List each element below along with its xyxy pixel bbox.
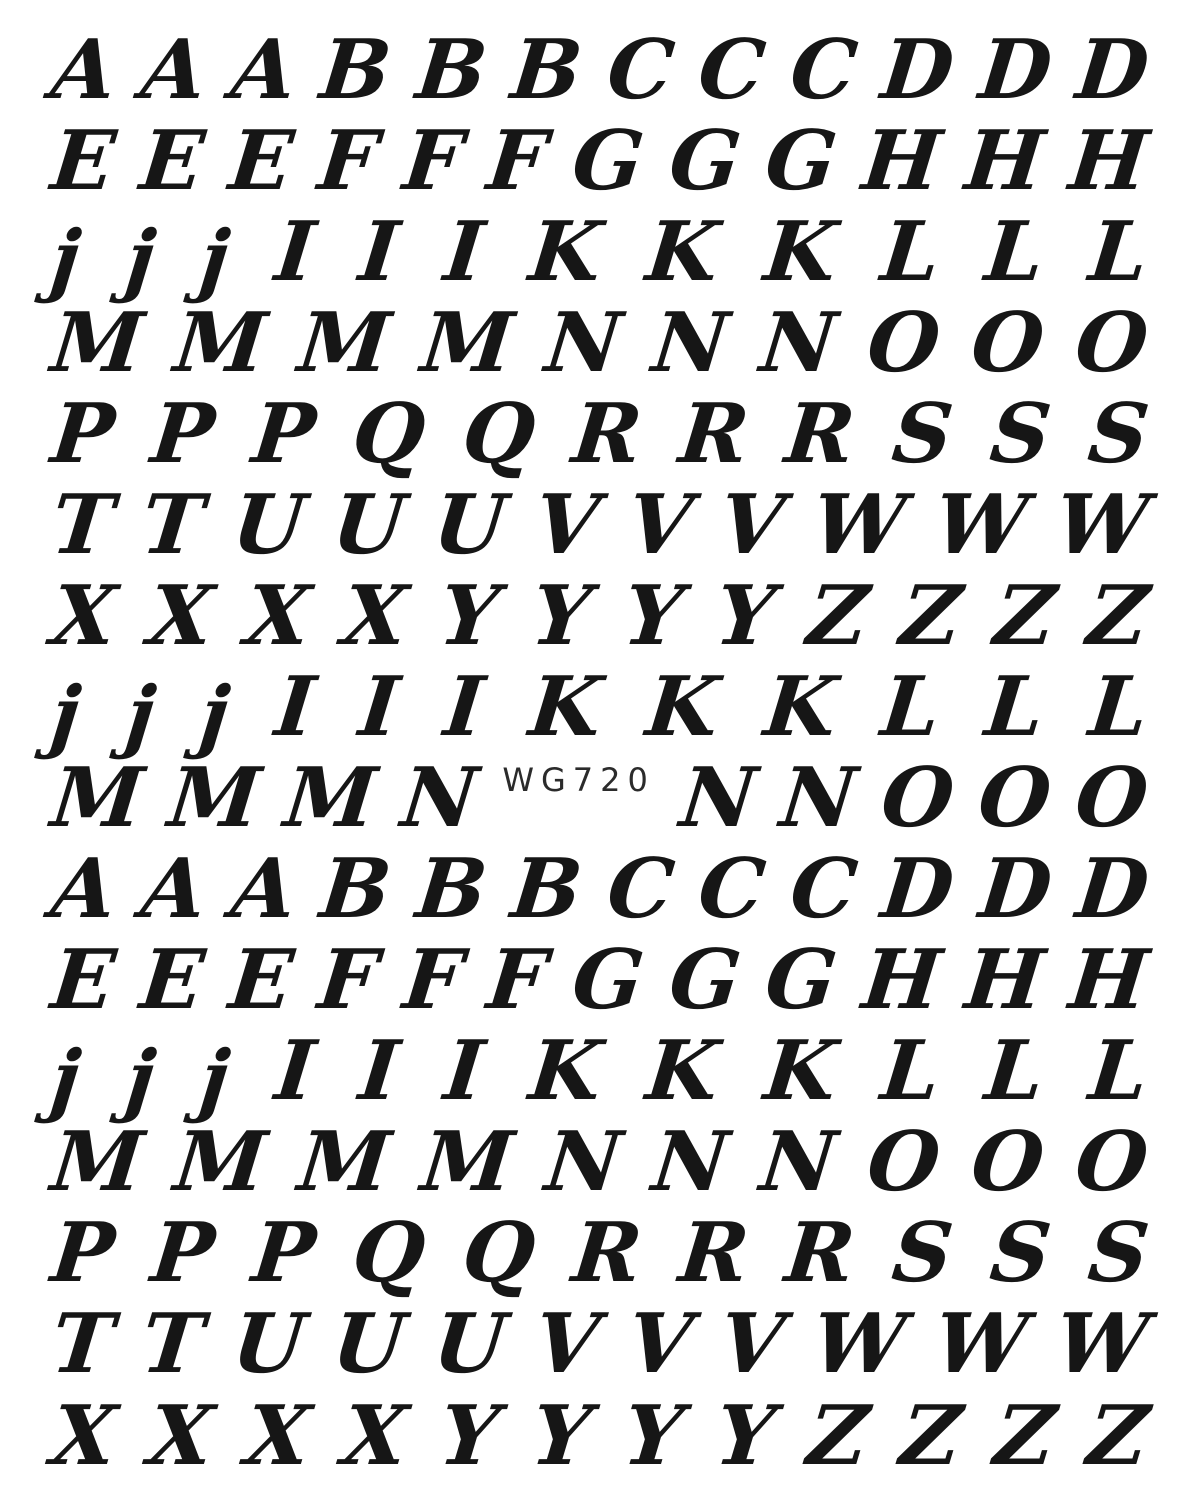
product-code-label: WG720	[502, 760, 655, 799]
letter-sticker-e: E	[47, 112, 120, 209]
letter-sticker-n: N	[675, 750, 761, 847]
letter-sticker-k: K	[524, 203, 606, 300]
letter-sticker-z: Z	[803, 567, 874, 664]
letter-sticker-v: V	[715, 476, 790, 573]
letter-sticker-z: Z	[1083, 1387, 1154, 1484]
letter-sticker-i: I	[439, 1023, 489, 1120]
letter-sticker-r: R	[567, 1205, 647, 1302]
letter-sticker-q: Q	[457, 385, 540, 482]
letter-sticker-i: I	[355, 1023, 404, 1120]
letter-row-15	[47, 1296, 1154, 1393]
letter-sticker-s: S	[985, 385, 1056, 482]
letter-sticker-q: Q	[347, 385, 430, 482]
letter-sticker-v: V	[622, 1296, 697, 1393]
letter-sticker-h: H	[1065, 932, 1154, 1029]
letter-sticker-n: N	[755, 294, 841, 391]
letter-sticker-b: B	[411, 21, 492, 118]
letter-sticker-k: K	[759, 1023, 842, 1120]
letter-sticker-a: A	[226, 21, 301, 118]
letter-sticker-k: K	[642, 659, 724, 755]
letter-sticker-y: Y	[619, 567, 688, 664]
letter-row-2	[47, 112, 1154, 209]
letter-sticker-i: I	[355, 659, 404, 755]
letter-sticker-t: T	[137, 476, 209, 573]
letter-sticker-e: E	[47, 932, 120, 1029]
letter-sticker-y: Y	[435, 1387, 504, 1484]
letter-sticker-p: P	[247, 385, 320, 482]
letter-row-6	[47, 476, 1154, 573]
letter-sticker-l: L	[877, 203, 946, 300]
letter-sticker-q: Q	[347, 1205, 430, 1302]
letter-sticker-n: N	[755, 1114, 841, 1211]
letter-sticker-g: G	[761, 112, 842, 209]
letter-sticker-z: Z	[1083, 567, 1154, 664]
letter-sticker-u: U	[227, 1296, 310, 1393]
letter-row-3	[46, 203, 1153, 306]
letter-sticker-n: N	[648, 294, 734, 391]
letter-sticker-i: I	[270, 659, 320, 755]
letter-sticker-z: Z	[896, 1387, 967, 1484]
letter-sticker-w: W	[1050, 1296, 1154, 1393]
letter-sticker-j: j	[121, 1033, 159, 1125]
letter-sticker-b: B	[316, 841, 396, 938]
letter-sticker-n: N	[540, 294, 626, 391]
letter-sticker-y: Y	[527, 1387, 596, 1484]
letter-sticker-u: U	[328, 1296, 410, 1393]
letter-sticker-i: I	[270, 203, 320, 300]
letter-sticker-x: X	[144, 1387, 218, 1484]
letter-sticker-h: H	[961, 932, 1050, 1029]
letter-sticker-o: O	[974, 750, 1056, 847]
letter-sticker-b: B	[411, 841, 492, 938]
letter-sticker-r: R	[567, 385, 647, 482]
letter-sticker-n: N	[540, 1114, 626, 1211]
letter-sticker-p: P	[147, 1205, 220, 1302]
letter-sticker-w: W	[808, 1296, 911, 1393]
letter-sticker-b: B	[507, 841, 587, 938]
letter-sticker-l: L	[1085, 1023, 1153, 1120]
letter-sticker-m: M	[47, 1114, 148, 1211]
letter-row-14	[47, 1205, 1154, 1302]
letter-sticker-p: P	[47, 1205, 119, 1302]
letter-sticker-k: K	[642, 203, 724, 300]
letter-sticker-u: U	[328, 476, 410, 573]
letter-sticker-b: B	[316, 21, 396, 118]
letter-row-8	[46, 659, 1153, 761]
letter-sticker-s: S	[888, 1205, 958, 1302]
letter-sticker-a: A	[136, 841, 211, 938]
letter-sticker-e: E	[224, 112, 298, 209]
letter-sticker-d: D	[877, 841, 959, 938]
letter-row-7	[47, 567, 1154, 664]
letter-sticker-i: I	[355, 203, 404, 300]
letter-sticker-c: C	[602, 21, 679, 118]
letter-sticker-o: O	[967, 1114, 1049, 1211]
letter-sticker-i: I	[439, 203, 489, 300]
letter-sticker-m: M	[417, 1114, 519, 1211]
letter-row-16	[47, 1387, 1154, 1484]
letter-sticker-o: O	[877, 750, 959, 847]
letter-sticker-o: O	[1071, 750, 1154, 847]
letter-sticker-j: j	[195, 214, 234, 306]
letter-sticker-k: K	[524, 1023, 606, 1120]
letter-sticker-w: W	[808, 476, 911, 573]
letter-sticker-a: A	[47, 841, 121, 938]
letter-sticker-j: j	[195, 1033, 234, 1125]
letter-sticker-f: F	[313, 932, 383, 1029]
letter-sticker-e: E	[136, 112, 209, 209]
letter-sticker-n: N	[396, 750, 482, 847]
letter-sticker-u: U	[227, 476, 310, 573]
letter-sticker-k: K	[759, 659, 842, 755]
letter-sticker-z: Z	[896, 567, 967, 664]
letter-sticker-y: Y	[711, 1387, 780, 1484]
letter-sticker-i: I	[439, 659, 489, 755]
letter-sticker-l: L	[981, 203, 1050, 300]
letter-sticker-p: P	[47, 385, 119, 482]
letter-sticker-v: V	[529, 1296, 604, 1393]
letter-sticker-m: M	[293, 294, 395, 391]
letter-sticker-o: O	[863, 294, 945, 391]
letter-sticker-m: M	[280, 750, 381, 847]
letter-sticker-l: L	[877, 1023, 946, 1120]
letter-sticker-s: S	[1083, 385, 1154, 482]
letter-sticker-r: R	[674, 385, 753, 482]
letter-sticker-v: V	[529, 476, 604, 573]
letter-sticker-e: E	[136, 932, 209, 1029]
letter-sticker-o: O	[967, 294, 1049, 391]
letter-sticker-e: E	[224, 932, 298, 1029]
letter-sticker-f: F	[313, 112, 383, 209]
letter-sticker-m: M	[47, 294, 148, 391]
letter-sticker-r: R	[781, 385, 860, 482]
letter-sticker-c: C	[602, 841, 679, 938]
letter-sticker-n: N	[648, 1114, 734, 1211]
letter-sticker-f: F	[483, 932, 552, 1029]
letter-sticker-f: F	[398, 112, 467, 209]
letter-sticker-c: C	[785, 841, 862, 938]
letter-sticker-h: H	[961, 112, 1050, 209]
letter-sticker-r: R	[674, 1205, 753, 1302]
letter-sticker-l: L	[981, 659, 1050, 755]
letter-sticker-h: H	[857, 112, 946, 209]
letter-sticker-m: M	[163, 750, 265, 847]
letter-sticker-i: I	[270, 1023, 320, 1120]
letter-sticker-x: X	[338, 567, 412, 664]
letter-sticker-z: Z	[989, 567, 1060, 664]
letter-row-11	[47, 932, 1154, 1029]
letter-sticker-j: j	[121, 214, 159, 306]
letter-row-9	[47, 750, 1154, 847]
letter-row-13	[47, 1114, 1154, 1211]
letter-sticker-d: D	[974, 21, 1056, 118]
letter-row-10	[47, 841, 1154, 938]
letter-sticker-g: G	[664, 112, 745, 209]
letter-sticker-y: Y	[435, 567, 504, 664]
letter-sticker-y: Y	[711, 567, 780, 664]
letter-sticker-g: G	[664, 932, 745, 1029]
letter-row-12	[46, 1023, 1153, 1125]
letter-sticker-s: S	[1083, 1205, 1154, 1302]
letter-sticker-v: V	[715, 1296, 790, 1393]
letter-sticker-w: W	[929, 1296, 1032, 1393]
letter-sticker-j: j	[195, 669, 234, 761]
letter-sticker-w: W	[929, 476, 1032, 573]
letter-sticker-a: A	[136, 21, 211, 118]
letter-sticker-g: G	[568, 112, 649, 209]
letter-sticker-t: T	[47, 476, 119, 573]
letter-sticker-c: C	[694, 21, 770, 118]
letter-sticker-m: M	[170, 294, 272, 391]
letter-sticker-s: S	[888, 385, 958, 482]
letter-sticker-x: X	[241, 567, 315, 664]
letter-sticker-n: N	[776, 750, 862, 847]
letter-sticker-d: D	[1071, 21, 1154, 118]
letter-sticker-x: X	[144, 567, 218, 664]
letter-sticker-u: U	[428, 1296, 511, 1393]
letter-sticker-s: S	[985, 1205, 1056, 1302]
letter-sticker-j: j	[46, 1033, 85, 1125]
letter-sticker-l: L	[1085, 659, 1153, 755]
letter-sticker-x: X	[47, 1387, 121, 1484]
letter-sticker-l: L	[877, 659, 946, 755]
letter-sticker-y: Y	[619, 1387, 688, 1484]
letter-sticker-j: j	[46, 669, 85, 761]
letter-sticker-z: Z	[989, 1387, 1060, 1484]
letter-sticker-b: B	[507, 21, 587, 118]
letter-sticker-h: H	[1065, 112, 1154, 209]
letter-sticker-m: M	[170, 1114, 272, 1211]
letter-row-5	[47, 385, 1154, 482]
letter-sticker-p: P	[147, 385, 220, 482]
letter-sticker-d: D	[974, 841, 1056, 938]
letter-sticker-l: L	[1085, 203, 1153, 300]
letter-sticker-m: M	[47, 750, 148, 847]
letter-sticker-l: L	[981, 1023, 1050, 1120]
letter-sticker-o: O	[863, 1114, 945, 1211]
letter-sticker-o: O	[1071, 294, 1154, 391]
letter-sticker-w: W	[1050, 476, 1154, 573]
letter-sticker-p: P	[247, 1205, 320, 1302]
letter-sticker-k: K	[524, 659, 606, 755]
letter-sticker-y: Y	[527, 567, 596, 664]
letter-sticker-q: Q	[457, 1205, 540, 1302]
letter-row-1	[47, 21, 1154, 118]
letter-sticker-g: G	[568, 932, 649, 1029]
letter-sticker-j: j	[121, 669, 159, 761]
letter-sticker-t: T	[47, 1296, 119, 1393]
letter-sticker-c: C	[785, 21, 862, 118]
letter-sticker-a: A	[47, 21, 121, 118]
letter-sticker-k: K	[642, 1023, 724, 1120]
letter-sticker-f: F	[398, 932, 467, 1029]
letter-sticker-f: F	[483, 112, 552, 209]
letter-sticker-c: C	[694, 841, 770, 938]
letter-sticker-u: U	[428, 476, 511, 573]
letter-sticker-d: D	[1071, 841, 1154, 938]
letter-sticker-a: A	[226, 841, 301, 938]
letter-sticker-x: X	[47, 567, 121, 664]
letter-sticker-v: V	[622, 476, 697, 573]
letter-sticker-h: H	[857, 932, 946, 1029]
letter-sticker-o: O	[1071, 1114, 1154, 1211]
letter-sticker-x: X	[241, 1387, 315, 1484]
letter-sticker-g: G	[761, 932, 842, 1029]
letter-sticker-m: M	[293, 1114, 395, 1211]
letter-sticker-m: M	[417, 294, 519, 391]
letter-sticker-r: R	[781, 1205, 860, 1302]
letter-sticker-d: D	[877, 21, 959, 118]
letter-sticker-x: X	[338, 1387, 412, 1484]
letter-sticker-j: j	[46, 214, 85, 306]
letter-sticker-k: K	[759, 203, 842, 300]
letter-row-4	[47, 294, 1154, 391]
letter-sticker-z: Z	[803, 1387, 874, 1484]
letter-sticker-t: T	[137, 1296, 209, 1393]
